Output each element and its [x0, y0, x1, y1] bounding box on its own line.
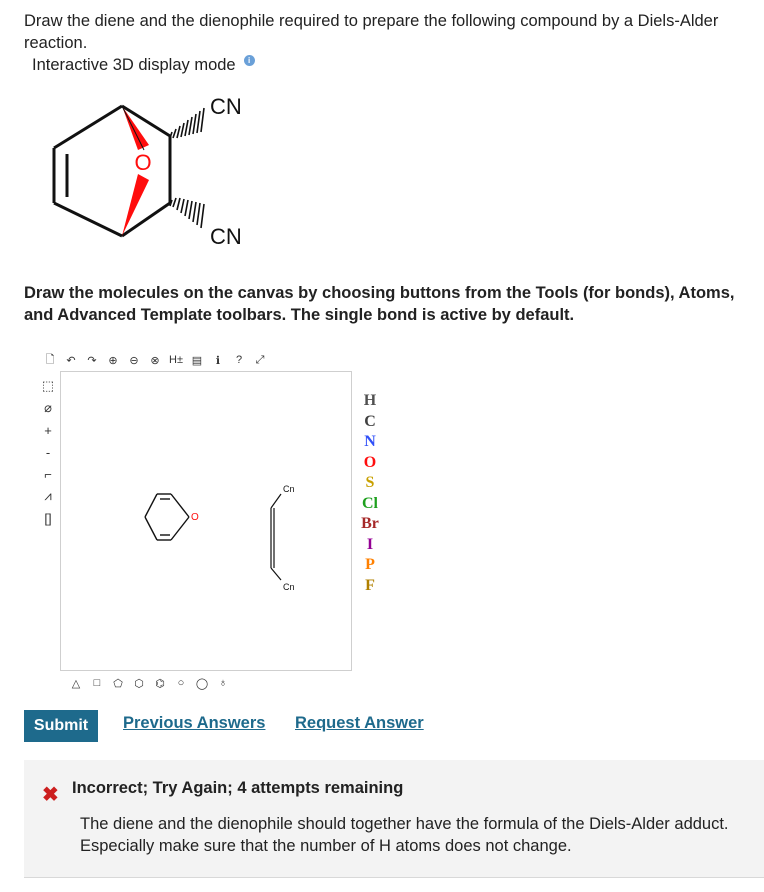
fullscreen-icon[interactable]: ⤢ — [255, 353, 265, 366]
request-answer-link[interactable]: Request Answer — [295, 714, 424, 732]
undo-icon[interactable]: ↶ — [66, 354, 76, 367]
dienophile-bottom-label: Cn — [283, 582, 295, 592]
template-library-icon[interactable]: ▤ — [191, 354, 203, 367]
canvas-drawing — [61, 372, 353, 672]
negative-charge-button[interactable]: - — [45, 444, 51, 460]
new-document-icon[interactable]: 🗋 — [45, 353, 55, 366]
atom-button-f[interactable]: F — [365, 576, 375, 594]
hash-bond-top — [170, 108, 204, 138]
bond-tool-icon[interactable]: ⌐ — [44, 466, 52, 482]
octagon-template-icon[interactable]: ◯ — [195, 677, 209, 690]
drawing-instructions: Draw the molecules on the canvas by choosing buttons from the Tools (for bonds), Atoms, and Advanced Template toolbars. The single bond is active by default. — [24, 284, 735, 324]
atom-button-i[interactable]: I — [366, 535, 374, 553]
atom-button-br[interactable]: Br — [361, 515, 379, 532]
ring-bond-left-top — [54, 106, 122, 148]
erase-tool-icon[interactable]: ⌀ — [44, 400, 52, 415]
atom-button-h[interactable]: H — [363, 392, 377, 409]
square-template-icon[interactable]: □ — [93, 677, 101, 689]
hash-bond-bottom — [170, 198, 204, 228]
display-mode-row — [32, 56, 255, 75]
heptagon-template-icon[interactable]: ○ — [177, 677, 185, 689]
drawn-diene-ring — [145, 494, 189, 540]
drawn-dienophile — [271, 494, 281, 580]
chain-tool-icon[interactable]: ⩘ — [44, 488, 52, 503]
substituent-bottom-label: CN — [210, 224, 242, 249]
canvas-oxygen-label: O — [191, 512, 199, 523]
hexagon-template-icon[interactable]: ⬡ — [134, 677, 144, 690]
left-toolbar — [36, 371, 60, 671]
product-molecule — [40, 88, 280, 258]
atom-toolbar — [352, 371, 388, 671]
atom-button-c[interactable]: C — [364, 412, 376, 430]
atom-button-p[interactable]: P — [365, 556, 375, 573]
bracket-tool-icon[interactable]: [] — [44, 510, 52, 526]
zoom-in-icon[interactable]: ⊕ — [108, 354, 118, 367]
info-icon[interactable]: ℹ — [215, 354, 221, 367]
benzene-template-icon[interactable]: ⌬ — [155, 677, 165, 690]
atom-button-o[interactable]: O — [363, 453, 377, 471]
atom-button-s[interactable]: S — [365, 474, 375, 491]
feedback-title: Incorrect; Try Again; 4 attempts remaining — [72, 779, 404, 797]
atom-button-n[interactable]: N — [364, 433, 376, 450]
redo-icon[interactable]: ↷ — [87, 354, 97, 367]
atom-template-icon[interactable]: ♁ — [218, 677, 228, 689]
positive-charge-button[interactable]: + — [44, 422, 52, 438]
submit-button[interactable]: Submit — [24, 710, 98, 742]
zoom-out-icon[interactable]: ⊖ — [129, 354, 139, 367]
triangle-template-icon[interactable]: △ — [71, 677, 81, 690]
feedback-message: The diene and the dienophile should together have the formula of the Diels-Alder adduct. Especially make sure that the number of H atoms does not change. — [80, 815, 729, 855]
ring-bond-left-bottom — [54, 203, 122, 236]
feedback-panel — [24, 760, 764, 878]
info-icon[interactable]: i — [244, 55, 255, 66]
pentagon-template-icon[interactable]: ⬠ — [113, 677, 123, 690]
molecule-sketcher — [36, 345, 404, 695]
display-mode-label[interactable]: Interactive 3D display mode — [32, 56, 236, 74]
incorrect-icon: ✖ — [42, 784, 59, 806]
drawing-canvas[interactable] — [60, 371, 352, 671]
atom-button-cl[interactable]: Cl — [362, 494, 378, 512]
question-prompt: Draw the diene and the dienophile required to prepare the following compound by a Diels-Alder reaction. — [24, 12, 719, 52]
previous-answers-link[interactable]: Previous Answers — [123, 714, 266, 732]
substituent-top-label: CN — [210, 94, 242, 119]
template-toolbar — [62, 671, 352, 695]
bridge-oxygen-label: O — [134, 150, 152, 175]
hydrogens-button[interactable]: H± — [169, 354, 183, 366]
zoom-reset-icon[interactable]: ⊗ — [150, 354, 160, 367]
select-tool-icon[interactable]: ⬚ — [41, 378, 55, 393]
dienophile-top-label: Cn — [283, 484, 295, 494]
bridge-wedge-top — [122, 106, 149, 150]
help-icon[interactable]: ? — [235, 354, 243, 366]
